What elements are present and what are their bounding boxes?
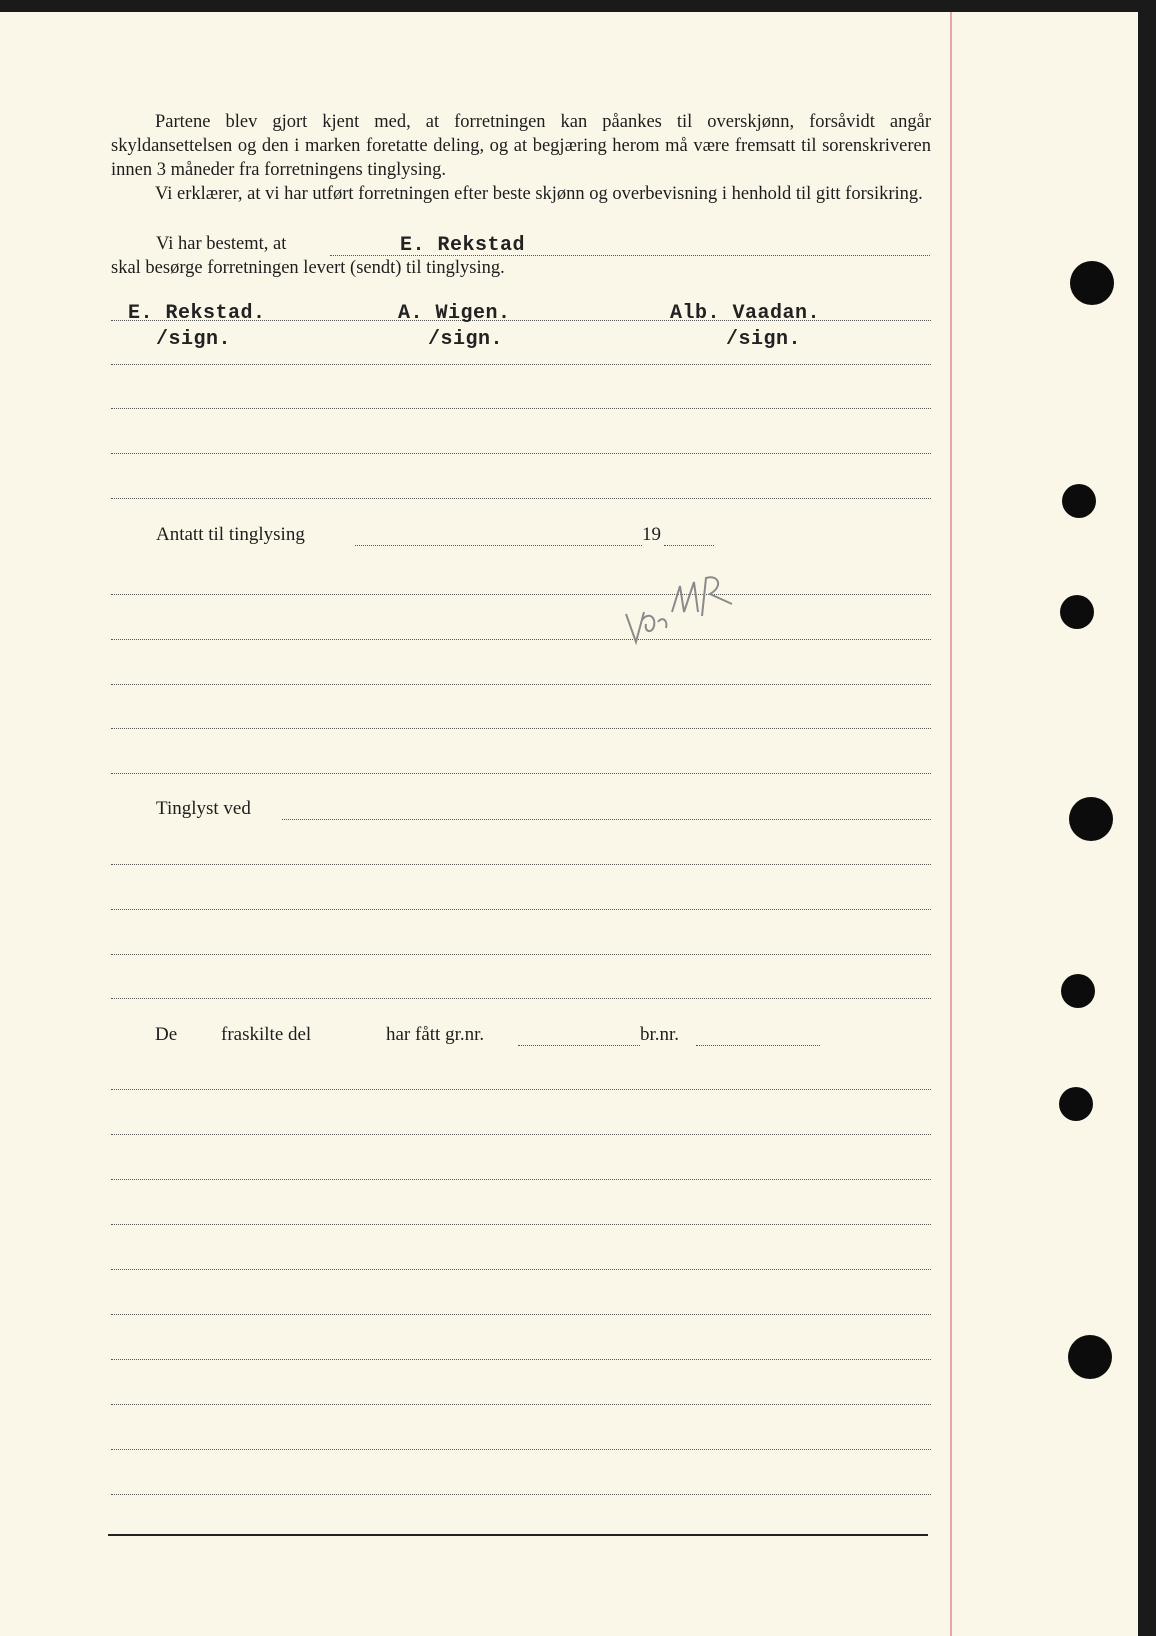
signature-name-3: Alb. Vaadan. [670, 302, 821, 325]
margin-rule [950, 12, 952, 1636]
grnr-line [518, 1045, 640, 1046]
signature-sign-3: /sign. [726, 328, 802, 351]
har-fatt-label: har fått gr.nr. [386, 1024, 485, 1045]
blank-line [111, 1314, 931, 1315]
year-line [664, 545, 714, 546]
handwritten-initials [622, 572, 772, 682]
brnr-label: br.nr. [640, 1024, 680, 1045]
blank-line [111, 594, 931, 595]
antatt-label: Antatt til tinglysing [156, 524, 305, 545]
blank-line [111, 1359, 931, 1360]
brnr-line [696, 1045, 820, 1046]
blank-line [111, 864, 931, 865]
year-prefix: 19 [642, 524, 661, 545]
punch-hole [1061, 974, 1095, 1008]
antatt-date-line [355, 545, 642, 546]
de-label: De [155, 1024, 178, 1045]
punch-hole [1070, 261, 1114, 305]
signature-sign-2: /sign. [428, 328, 504, 351]
blank-line [111, 408, 931, 409]
blank-line [111, 728, 931, 729]
blank-line [111, 453, 931, 454]
blank-line [111, 1449, 931, 1450]
blank-line [111, 909, 931, 910]
bestemt-value: E. Rekstad [400, 234, 526, 257]
tinglyst-label: Tinglyst ved [156, 798, 251, 819]
punch-hole [1062, 484, 1096, 518]
blank-line [111, 1134, 931, 1135]
paragraph-appeal: Partene blev gjort kjent med, at forretningen kan påankes til overskjønn, forsåvidt angår skyldansettelsen og den i marken foretatte deling, og at begjæring herom må være fremsatt til sorenskriveren innen 3 måneder fra forretningens tinglysing. [111, 112, 931, 180]
blank-line [111, 1269, 931, 1270]
fraskilte-label: fraskilte del [221, 1024, 312, 1045]
signature-name-2: A. Wigen. [398, 302, 511, 325]
punch-hole [1060, 595, 1094, 629]
blank-line [111, 684, 931, 685]
document-page [0, 12, 1138, 1636]
blank-line [111, 998, 931, 999]
blank-line [111, 1179, 931, 1180]
punch-hole [1069, 797, 1113, 841]
blank-line [111, 773, 931, 774]
signature-name-1: E. Rekstad. [128, 302, 266, 325]
paragraph-declaration: Vi erklærer, at vi har utført forretningen efter beste skjønn og overbevisning i henhold til gitt forsikring. [155, 184, 923, 204]
punch-hole [1059, 1087, 1093, 1121]
blank-line [111, 1404, 931, 1405]
closing-rule [108, 1534, 928, 1536]
blank-line [111, 1224, 931, 1225]
blank-line [111, 364, 931, 365]
bestemt-prefix: Vi har bestemt, at [156, 234, 287, 254]
blank-line [111, 1089, 931, 1090]
blank-line [111, 639, 931, 640]
tinglyst-line [282, 819, 931, 820]
signature-sign-1: /sign. [156, 328, 232, 351]
blank-line [111, 1494, 931, 1495]
bestemt-suffix: skal besørge forretningen levert (sendt) til tinglysing. [111, 258, 505, 278]
intro-text [111, 110, 931, 206]
blank-line [111, 498, 931, 499]
punch-hole [1068, 1335, 1112, 1379]
blank-line [111, 954, 931, 955]
